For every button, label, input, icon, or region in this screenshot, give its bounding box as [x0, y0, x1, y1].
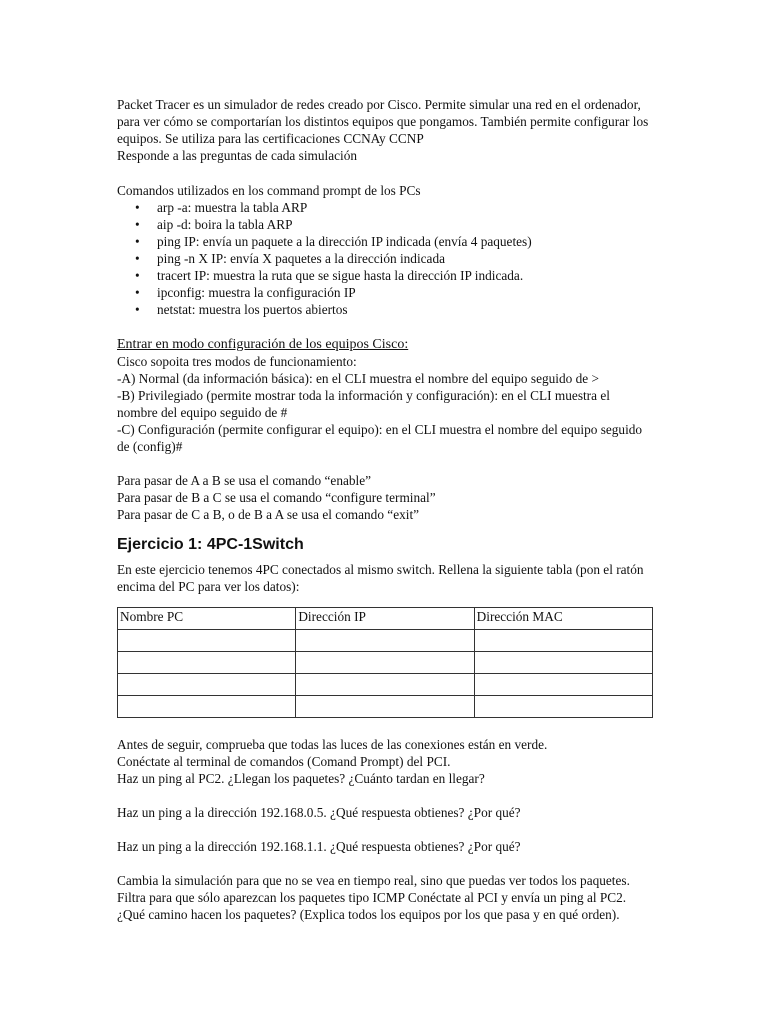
table-cell — [118, 696, 296, 718]
table-header-cell: Dirección IP — [296, 608, 474, 630]
command-item — [117, 233, 657, 250]
table-cell — [474, 696, 652, 718]
table-header-cell: Dirección MAC — [474, 608, 652, 630]
modes-line: Cisco sopoita tres modos de funcionamiento: — [117, 354, 357, 369]
modes-heading: Entrar en modo configuración de los equipos Cisco: — [117, 337, 409, 352]
bullet-icon: • — [135, 217, 140, 232]
command-item — [117, 284, 657, 301]
question-line: Haz un ping al PC2. ¿Llegan los paquetes? ¿Cuánto tardan en llegar? — [117, 771, 485, 786]
intro-paragraph — [117, 96, 657, 164]
document-page — [117, 96, 657, 923]
question-line: ¿Qué camino hacen los paquetes? (Explica todos los equipos por los que pasa y en qué orden). — [117, 907, 620, 922]
table-row — [118, 630, 653, 652]
table-cell — [296, 630, 474, 652]
table-row — [118, 696, 653, 718]
table-cell — [118, 652, 296, 674]
command-text: arp -a: muestra la tabla ARP — [157, 200, 308, 215]
command-item — [117, 267, 657, 284]
command-item — [117, 216, 657, 233]
modes-line: -C) Configuración (permite configurar el equipo): en el CLI muestra el nombre del equipo seguido — [117, 422, 643, 437]
questions-block — [117, 736, 657, 923]
question-line: Haz un ping a la dirección 192.168.0.5. ¿Qué respuesta obtienes? ¿Por qué? — [117, 805, 521, 820]
commands-title: Comandos utilizados en los command prompt de los PCs — [117, 183, 421, 198]
table-cell — [474, 652, 652, 674]
modes-line: -B) Privilegiado (permite mostrar toda la información y configuración): en el CLI muestra el — [117, 388, 610, 403]
question-line: Antes de seguir, comprueba que todas las luces de las conexiones están en verde. — [117, 737, 548, 752]
command-text: ipconfig: muestra la configuración IP — [157, 285, 356, 300]
command-text: aip -d: boira la tabla ARP — [157, 217, 293, 232]
modes-line: -A) Normal (da información básica): en el CLI muestra el nombre del equipo seguido de > — [117, 371, 599, 386]
intro-line: equipos. Se utiliza para las certificaciones CCNAy CCNP — [117, 131, 424, 146]
table-cell — [118, 674, 296, 696]
exercise-title: Ejercicio 1: 4PC-1Switch — [117, 536, 304, 553]
table-cell — [118, 630, 296, 652]
table-header-row — [118, 608, 653, 630]
command-text: ping IP: envía un paquete a la dirección IP indicada (envía 4 paquetes) — [157, 234, 532, 249]
pc-table — [117, 607, 653, 718]
transition-line: Para pasar de A a B se usa el comando “enable” — [117, 473, 372, 488]
question-line: Conéctate al terminal de comandos (Comand Prompt) del PCI. — [117, 754, 451, 769]
bullet-icon: • — [135, 251, 140, 266]
intro-line: Responde a las preguntas de cada simulación — [117, 148, 358, 163]
command-text: ping -n X IP: envía X paquetes a la dirección indicada — [157, 251, 445, 266]
question-line: Haz un ping a la dirección 192.168.1.1. ¿Qué respuesta obtienes? ¿Por qué? — [117, 839, 521, 854]
transition-line: Para pasar de C a B, o de B a A se usa el comando “exit” — [117, 507, 420, 522]
bullet-icon: • — [135, 268, 140, 283]
modes-line: nombre del equipo seguido de # — [117, 405, 288, 420]
table-header-cell: Nombre PC — [118, 608, 296, 630]
bullet-icon: • — [135, 302, 140, 317]
command-text: netstat: muestra los puertos abiertos — [157, 302, 348, 317]
table-cell — [296, 674, 474, 696]
table-cell — [296, 652, 474, 674]
transition-line: Para pasar de B a C se usa el comando “configure terminal” — [117, 490, 436, 505]
exercise-desc: encima del PC para ver los datos): — [117, 579, 300, 594]
intro-line: para ver cómo se comportarían los distintos equipos que pongamos. También permite configurar los — [117, 114, 649, 129]
exercise-desc: En este ejercicio tenemos 4PC conectados al mismo switch. Rellena la siguiente tabla (pon el ratón — [117, 562, 644, 577]
command-item — [117, 250, 657, 267]
transitions-block — [117, 472, 657, 523]
bullet-icon: • — [135, 200, 140, 215]
command-text: tracert IP: muestra la ruta que se sigue hasta la dirección IP indicada. — [157, 268, 524, 283]
table-cell — [474, 674, 652, 696]
question-line: Filtra para que sólo aparezcan los paquetes tipo ICMP Conéctate al PCI y envía un ping al PC2. — [117, 890, 627, 905]
modes-line: de (config)# — [117, 439, 183, 454]
intro-line: Packet Tracer es un simulador de redes creado por Cisco. Permite simular una red en el ordenador, — [117, 97, 641, 112]
table-cell — [296, 696, 474, 718]
commands-list — [117, 199, 657, 318]
bullet-icon: • — [135, 234, 140, 249]
table-cell — [474, 630, 652, 652]
command-item — [117, 199, 657, 216]
command-item — [117, 301, 657, 318]
question-line: Cambia la simulación para que no se vea en tiempo real, sino que puedas ver todos los paquetes. — [117, 873, 630, 888]
bullet-icon: • — [135, 285, 140, 300]
table-row — [118, 674, 653, 696]
table-row — [118, 652, 653, 674]
